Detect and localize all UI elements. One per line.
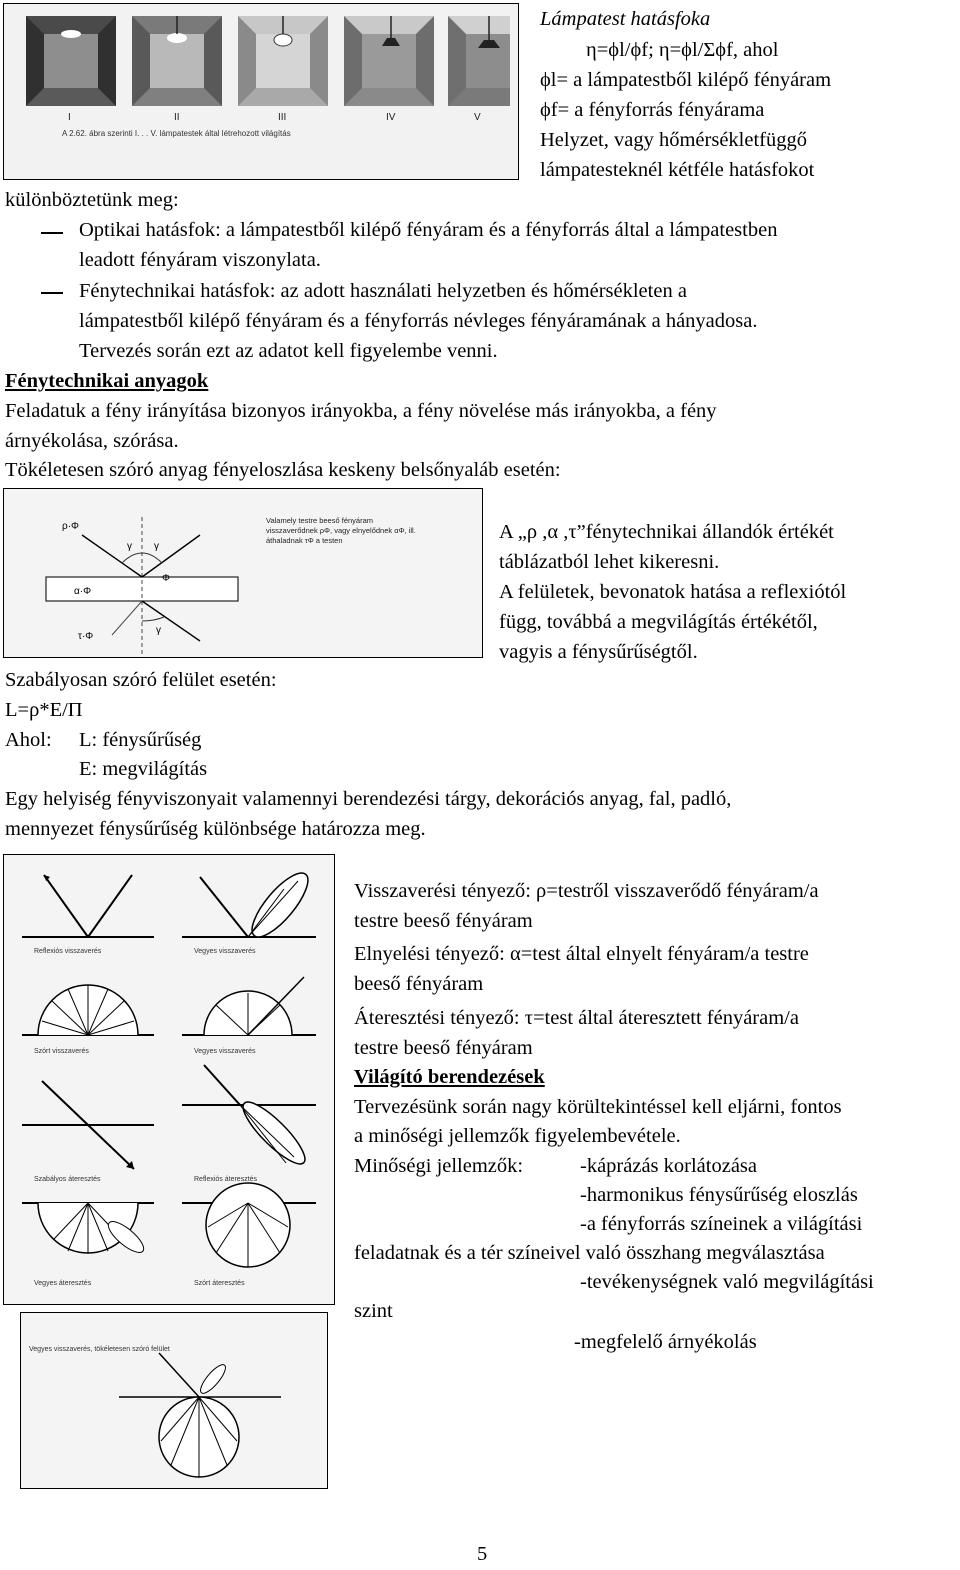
quality-item-2: -harmonikus fénysűrűség eloszlás bbox=[580, 1184, 858, 1206]
caption-7: Vegyes áteresztés bbox=[34, 1280, 92, 1287]
constants-side-5: vagyis a fénysűrűségtől. bbox=[499, 641, 698, 663]
bullet-photometric-1: Fénytechnikai hatásfok: az adott használati helyzetben és hőmérsékleten a bbox=[79, 280, 687, 302]
page-number: 5 bbox=[477, 1543, 488, 1565]
bullet-dash-2 bbox=[41, 292, 63, 294]
figure-reflection-transmission bbox=[3, 488, 483, 658]
reflection-types-grid bbox=[4, 855, 334, 1304]
rho-alpha-tau-diagram bbox=[4, 489, 482, 657]
caption-3: Szórt visszaverés bbox=[34, 1048, 89, 1055]
room-label-4: IV bbox=[386, 112, 396, 123]
intro-line-2: lámpatesteknél kétféle hatásfokot bbox=[540, 159, 815, 181]
figure-top-caption: A 2.62. ábra szerinti I. . . V. lámpatestek által létrehozott világítás bbox=[62, 129, 291, 138]
absorptance-def-b: beeső fényáram bbox=[354, 973, 484, 995]
figure-lamp-rooms bbox=[3, 3, 519, 180]
caption-4: Vegyes visszaverés bbox=[194, 1048, 256, 1055]
intro-line-1: Helyzet, vagy hőmérsékletfüggő bbox=[540, 129, 807, 151]
bullet-dash-1 bbox=[41, 232, 63, 234]
label-gamma-1: γ bbox=[127, 541, 132, 552]
caption-5: Szabályos áteresztés bbox=[34, 1176, 101, 1183]
constants-side-2: táblázatból lehet kikeresni. bbox=[499, 551, 720, 573]
caption-1: Reflexiós visszaverés bbox=[34, 948, 102, 955]
figure-reflection-types bbox=[3, 854, 335, 1305]
reflectance-def-b: testre beeső fényáram bbox=[354, 910, 533, 932]
materials-heading: Fénytechnikai anyagok bbox=[5, 370, 209, 392]
figure-note-1: Valamely testre beeső fényáram bbox=[266, 516, 373, 525]
label-alpha-phi: α·Φ bbox=[74, 586, 92, 597]
quality-label: Minőségi jellemzők: bbox=[354, 1155, 524, 1177]
reflectance-def-a: Visszaverési tényező: ρ=testről visszaverődő fényáram/a bbox=[354, 880, 819, 902]
constants-side-1: A „ρ ,α ,τ”fénytechnikai állandók értékét bbox=[499, 521, 834, 543]
quality-item-4: -tevékenységnek való megvilágítási bbox=[580, 1271, 874, 1293]
room-4 bbox=[344, 16, 434, 106]
caption-2: Vegyes visszaverés bbox=[194, 948, 256, 955]
rooms-illustration bbox=[4, 4, 518, 179]
figure-note-3: áthaladnak τΦ a testen bbox=[266, 536, 343, 545]
intro-line-3: különböztetünk meg: bbox=[5, 189, 179, 211]
efficiency-formula: η=ϕl/ϕf; η=ϕl/Σϕf, ahol bbox=[586, 39, 779, 61]
caption-6: Reflexiós áteresztés bbox=[194, 1176, 258, 1183]
label-phi: Φ bbox=[162, 573, 170, 584]
room-light-para-a: Egy helyiség fényviszonyait valamennyi berendezési tárgy, dekorációs anyag, fal, padló, bbox=[5, 788, 732, 810]
room-label-2: II bbox=[174, 112, 180, 123]
regular-diffuser-text: Szabályosan szóró felület esetén: bbox=[5, 669, 277, 691]
lighting-installations-heading: Világító berendezések bbox=[354, 1066, 545, 1088]
diffuse-surface-diagram bbox=[21, 1313, 327, 1488]
absorptance-def-a: Elnyelési tényező: α=test által elnyelt fényáram/a testre bbox=[354, 943, 809, 965]
caption-8: Szórt áteresztés bbox=[194, 1280, 245, 1287]
where-luminance: L: fénysűrűség bbox=[79, 729, 202, 751]
bullet-optical-2: leadott fényáram viszonylata. bbox=[79, 249, 321, 271]
label-rho-phi: ρ·Φ bbox=[62, 521, 79, 532]
quality-item-5: -megfelelő árnyékolás bbox=[574, 1331, 757, 1353]
materials-para-2: Tökéletesen szóró anyag fényeloszlása keskeny belsőnyaláb esetén: bbox=[5, 459, 561, 481]
transmittance-def-b: testre beeső fényáram bbox=[354, 1037, 533, 1059]
room-label-1: I bbox=[68, 112, 71, 123]
lamp-efficiency-title: Lámpatest hatásfoka bbox=[540, 8, 711, 30]
room-label-3: III bbox=[278, 112, 287, 123]
where-illuminance: E: megvilágítás bbox=[79, 758, 208, 780]
quality-item-1: -káprázás korlátozása bbox=[580, 1155, 757, 1177]
label-tau-phi: τ·Φ bbox=[78, 631, 94, 642]
quality-item-4-cont: szint bbox=[354, 1300, 393, 1322]
lighting-para-a: Tervezésünk során nagy körültekintéssel kell eljárni, fontos bbox=[354, 1096, 842, 1118]
room-light-para-b: mennyezet fénysűrűség különbsége határozza meg. bbox=[5, 818, 426, 840]
figure-bottom-caption: Vegyes visszaverés, tökéletesen szóró felület bbox=[29, 1346, 170, 1353]
figure-diffuse-surface bbox=[20, 1312, 328, 1489]
constants-side-4: függ, továbbá a megvilágítás értékétől, bbox=[499, 611, 818, 633]
lighting-para-b: a minőségi jellemzők figyelembevétele. bbox=[354, 1125, 681, 1147]
room-label-5: V bbox=[474, 112, 481, 123]
label-gamma-3: γ bbox=[156, 625, 161, 636]
bullet-optical-1: Optikai hatásfok: a lámpatestből kilépő fényáram és a fényforrás által a lámpatestben bbox=[79, 219, 778, 241]
luminance-formula: L=ρ*E/Π bbox=[5, 699, 83, 721]
transmittance-def-a: Áteresztési tényező: τ=test által áteresztett fényáram/a bbox=[354, 1007, 799, 1029]
materials-para-1a: Feladatuk a fény irányítása bizonyos irányokba, a fény növelése más irányokba, a fény bbox=[5, 400, 717, 422]
definition-phi-f: ϕf= a fényforrás fényárama bbox=[540, 99, 765, 121]
figure-note-2: visszaverődnek ρΦ, vagy elnyelődnek αΦ, ill. bbox=[266, 526, 416, 535]
definition-phi-l: ϕl= a lámpatestből kilépő fényáram bbox=[540, 69, 832, 91]
constants-side-3: A felületek, bevonatok hatása a reflexiótól bbox=[499, 581, 847, 603]
room-5 bbox=[448, 16, 510, 106]
room-3 bbox=[238, 16, 328, 106]
label-gamma-2: γ bbox=[154, 541, 159, 552]
room-2 bbox=[132, 16, 222, 106]
materials-para-1b: árnyékolása, szórása. bbox=[5, 430, 179, 452]
room-1 bbox=[26, 16, 116, 106]
bullet-photometric-2: lámpatestből kilépő fényáram és a fényforrás névleges fényáramának a hányadosa. bbox=[79, 310, 758, 332]
bullet-photometric-3: Tervezés során ezt az adatot kell figyelembe venni. bbox=[79, 340, 498, 362]
quality-item-3: -a fényforrás színeinek a világítási bbox=[580, 1213, 863, 1235]
quality-item-3-cont: feladatnak és a tér színeivel való összhang megválasztása bbox=[354, 1242, 825, 1264]
where-label: Ahol: bbox=[5, 729, 52, 751]
